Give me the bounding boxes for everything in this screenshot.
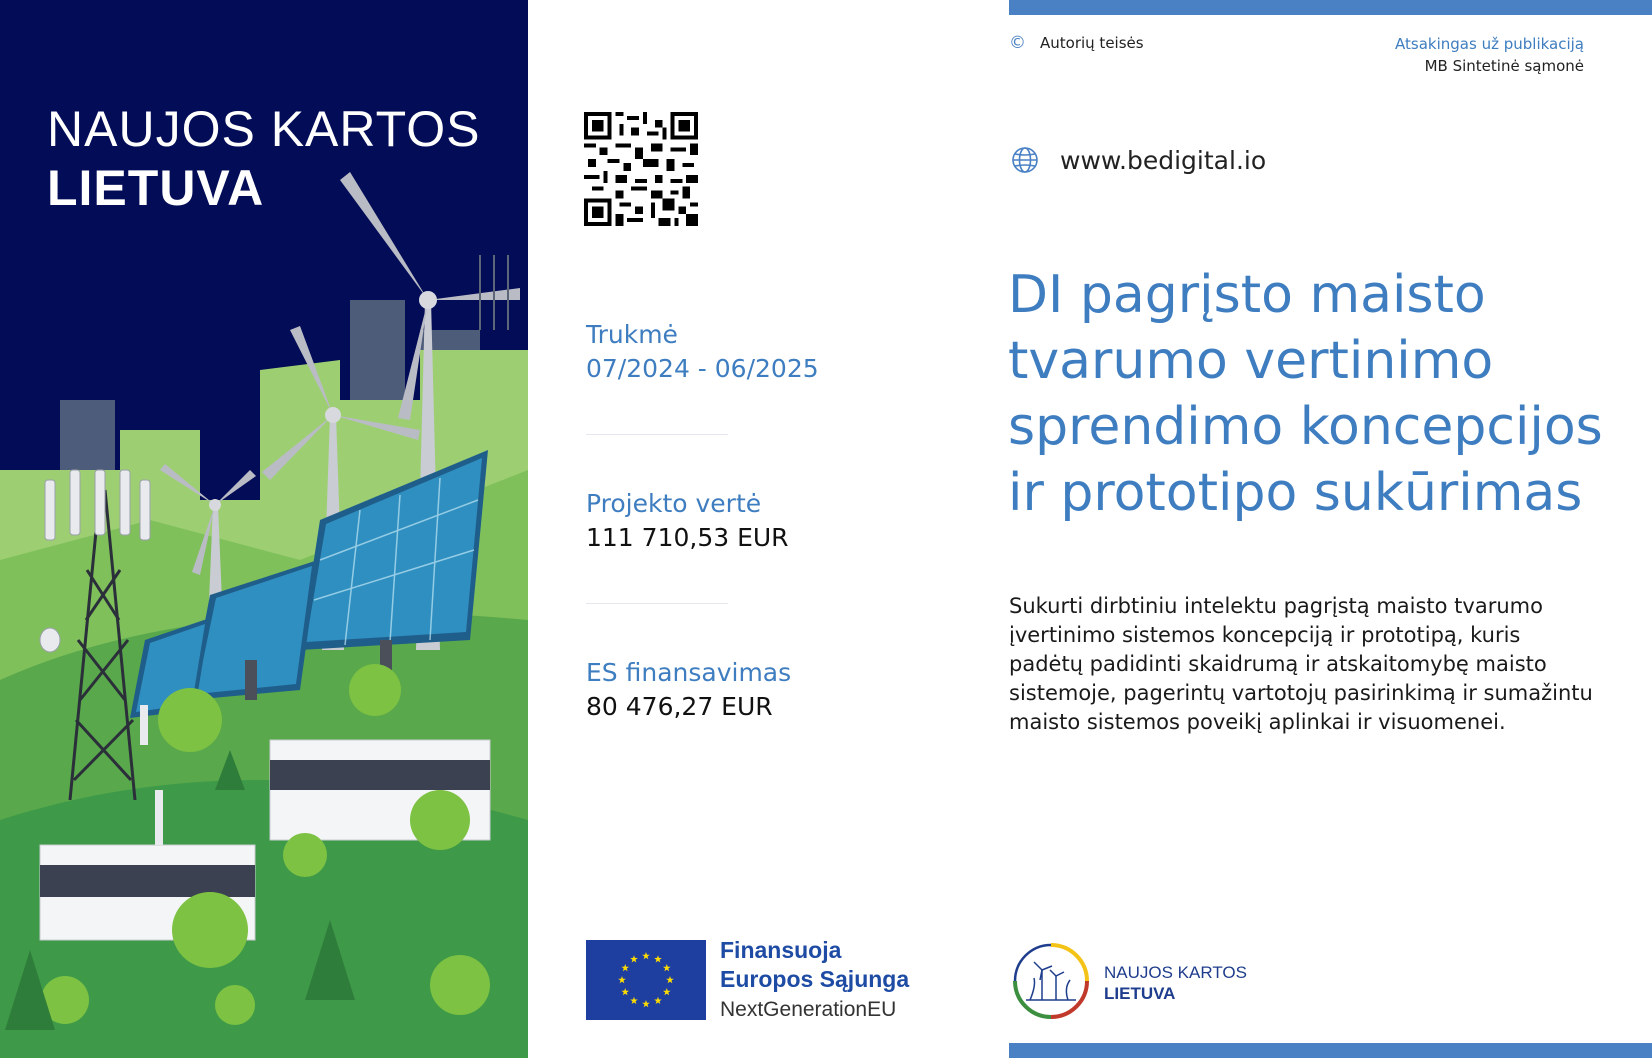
brand-title xyxy=(47,100,480,218)
brand-line-1: NAUJOS KARTOS xyxy=(47,101,481,157)
bottom-accent-bar xyxy=(1009,1043,1652,1058)
title-line-3: sprendimo koncepcijos xyxy=(1008,397,1603,457)
project-description: Sukurti dirbtiniu intelektu pagrįstą maisto tvarumo įvertinimo sistemos koncepciją ir prototipą, kuris padėtų padidinti skaidrumą ir atskaitomybę maisto sistemoje, pagerintų vartotojų pasirinkimą ir sumažintu maisto sistemos poveikį aplinkai ir visuomenei. xyxy=(1009,594,1593,734)
copyright xyxy=(1009,33,1144,53)
publisher-label: Atsakingas už publikaciją xyxy=(1395,35,1584,53)
title-line-1: DI pagrįsto maisto xyxy=(1008,265,1486,325)
globe-icon xyxy=(1010,145,1040,175)
eu-line-1: Finansuoja xyxy=(720,937,842,963)
duration-block xyxy=(586,318,819,386)
brand-line-2: LIETUVA xyxy=(47,160,265,216)
eu-funding-logo-text xyxy=(720,936,909,1025)
divider xyxy=(586,434,728,435)
naujos-kartos-lietuva-logo xyxy=(1012,942,1090,1020)
eu-funding-amount: 80 476,27 EUR xyxy=(586,692,773,721)
footer-brand-line-2: LIETUVA xyxy=(1104,984,1176,1003)
divider xyxy=(586,603,728,604)
qr-code[interactable] xyxy=(584,112,698,226)
website-link[interactable] xyxy=(1010,145,1266,175)
title-line-2: tvarumo vertinimo xyxy=(1008,331,1494,391)
top-accent-bar xyxy=(1009,0,1652,15)
footer-brand-line-1: NAUJOS KARTOS xyxy=(1104,963,1247,982)
website-url[interactable]: www.bedigital.io xyxy=(1060,145,1267,175)
publisher-name: MB Sintetinė sąmonė xyxy=(1424,57,1584,75)
duration-label: Trukmė xyxy=(586,320,678,349)
eu-funding-block xyxy=(586,656,791,724)
project-value-label: Projekto vertė xyxy=(586,489,762,518)
eu-line-2: Europos Sąjunga xyxy=(720,966,910,992)
project-title xyxy=(1008,262,1628,526)
duration-value: 07/2024 - 06/2025 xyxy=(586,354,819,383)
copyright-icon: © xyxy=(1009,33,1026,53)
eu-funding-label: ES finansavimas xyxy=(586,658,792,687)
project-value-amount: 111 710,53 EUR xyxy=(586,523,789,552)
title-line-4: ir prototipo sukūrimas xyxy=(1008,463,1583,523)
project-value-block xyxy=(586,487,789,555)
illustration-panel xyxy=(0,0,528,1058)
copyright-label: Autorių teisės xyxy=(1040,34,1144,52)
publisher-info xyxy=(1395,33,1584,77)
eu-flag-icon xyxy=(586,940,706,1020)
footer-brand-text xyxy=(1104,962,1247,1004)
eu-line-3: NextGenerationEU xyxy=(720,998,897,1021)
